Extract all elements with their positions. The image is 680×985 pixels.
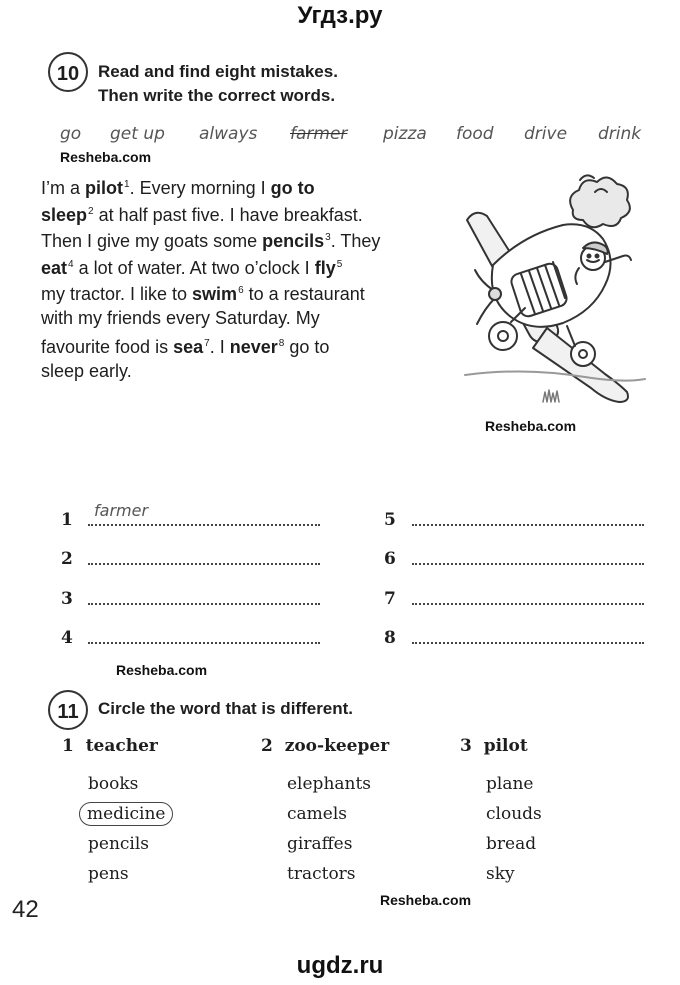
exercise-11-number: 11 bbox=[48, 690, 88, 730]
mistake-index: 7 bbox=[204, 338, 210, 349]
watermark: Resheba.com bbox=[60, 149, 152, 165]
mistake-word: sleep bbox=[41, 204, 88, 225]
word-bank-item: drink bbox=[598, 124, 642, 144]
answer-value: farmer bbox=[94, 501, 149, 520]
group-1-head: 1 teacher bbox=[62, 736, 158, 756]
exercise-10-title-line2: Then write the correct words. bbox=[98, 86, 336, 105]
group-1-word[interactable]: pencils bbox=[88, 834, 150, 854]
story-text bbox=[41, 172, 446, 387]
answer-number: 6 bbox=[384, 549, 396, 569]
mistake-word: eat bbox=[41, 257, 68, 278]
mistake-word: pencils bbox=[262, 231, 325, 251]
group-2-word[interactable]: giraffes bbox=[287, 834, 353, 854]
group-2-word[interactable]: tractors bbox=[287, 864, 356, 884]
watermark: Resheba.com bbox=[485, 418, 577, 434]
word-bank-item: always bbox=[199, 124, 258, 144]
answer-number: 5 bbox=[384, 510, 396, 530]
answer-number: 2 bbox=[61, 549, 73, 569]
answer-number: 3 bbox=[61, 589, 73, 609]
mistake-word: swim bbox=[192, 284, 238, 304]
mistake-index: 2 bbox=[88, 205, 94, 217]
answer-line-8[interactable] bbox=[412, 642, 644, 644]
site-footer-title: ugdz.ru bbox=[296, 952, 384, 979]
group-3-word[interactable]: clouds bbox=[486, 804, 542, 824]
group-2-word[interactable]: elephants bbox=[287, 774, 372, 794]
plane-illustration bbox=[455, 170, 655, 415]
word-bank-item: drive bbox=[524, 124, 568, 144]
mistake-index: 5 bbox=[336, 258, 343, 270]
mistake-index: 6 bbox=[238, 285, 244, 296]
group-3-word[interactable]: bread bbox=[486, 834, 537, 854]
watermark: Resheba.com bbox=[380, 892, 472, 908]
story-line: my tractor. I like to swim$^6$ to a restaurant bbox=[41, 284, 365, 304]
group-2-head: 2 zoo-keeper bbox=[261, 736, 390, 756]
answer-number: 1 bbox=[61, 510, 73, 530]
group-3-word[interactable]: sky bbox=[486, 864, 515, 884]
word-bank-item: go bbox=[60, 124, 82, 144]
answer-line-1[interactable] bbox=[88, 524, 320, 526]
story-line: I’m a pilot$^1$. Every morning I go to bbox=[41, 178, 315, 198]
mistake-index: 4 bbox=[68, 258, 74, 270]
story-line: Then I give my goats some pencils$^3$. They bbox=[41, 231, 381, 251]
answer-number: 8 bbox=[384, 628, 396, 648]
story-line: with my friends every Saturday. My bbox=[41, 307, 320, 328]
page-number: 42 bbox=[12, 896, 39, 923]
group-3-head: 3 pilot bbox=[460, 736, 528, 756]
group-1-word-circled[interactable] bbox=[88, 804, 173, 824]
exercise-10-number: 10 bbox=[48, 52, 88, 92]
word-bank-item-crossed: farmer bbox=[290, 124, 348, 144]
watermark: Resheba.com bbox=[116, 662, 208, 678]
answer-number: 7 bbox=[384, 589, 396, 609]
answer-line-5[interactable] bbox=[412, 524, 644, 526]
word-bank-item: food bbox=[456, 124, 494, 144]
circled-answer: medicine bbox=[79, 802, 173, 826]
exercise-10-title-line1: Read and find eight mistakes. bbox=[98, 62, 338, 81]
group-2-word[interactable]: camels bbox=[287, 804, 347, 824]
story-line: sleep$^2$ at half past five. I have breakfast. bbox=[41, 204, 363, 225]
mistake-word: sea bbox=[173, 337, 204, 357]
site-header-title: Угдз.ру bbox=[297, 2, 383, 29]
answer-line-7[interactable] bbox=[412, 603, 644, 605]
word-bank-item: pizza bbox=[383, 124, 427, 144]
mistake-word: fly bbox=[314, 257, 336, 278]
mistake-word: pilot bbox=[85, 178, 124, 198]
story-line: eat$^4$ a lot of water. At two o’clock I fly$^5$ bbox=[41, 257, 343, 278]
word-bank-item: get up bbox=[110, 124, 165, 144]
mistake-index: 8 bbox=[278, 338, 285, 349]
mistake-word: go to bbox=[270, 178, 315, 198]
mistake-word: never bbox=[229, 337, 278, 357]
answer-line-2[interactable] bbox=[88, 563, 320, 565]
group-1-word[interactable]: pens bbox=[88, 864, 129, 884]
group-3-word[interactable]: plane bbox=[486, 774, 534, 794]
story-line: favourite food is sea$^7$. I never$^8$ go to bbox=[41, 337, 330, 357]
group-1-word[interactable]: books bbox=[88, 774, 139, 794]
answer-line-6[interactable] bbox=[412, 563, 644, 565]
answer-number: 4 bbox=[61, 628, 73, 648]
answer-line-4[interactable] bbox=[88, 642, 320, 644]
exercise-11-title: Circle the word that is different. bbox=[98, 699, 354, 718]
mistake-index: 3 bbox=[325, 232, 331, 243]
word-bank bbox=[0, 124, 680, 148]
answer-line-3[interactable] bbox=[88, 603, 320, 605]
story-line: sleep early. bbox=[41, 360, 132, 381]
mistake-index: 1 bbox=[124, 179, 130, 190]
